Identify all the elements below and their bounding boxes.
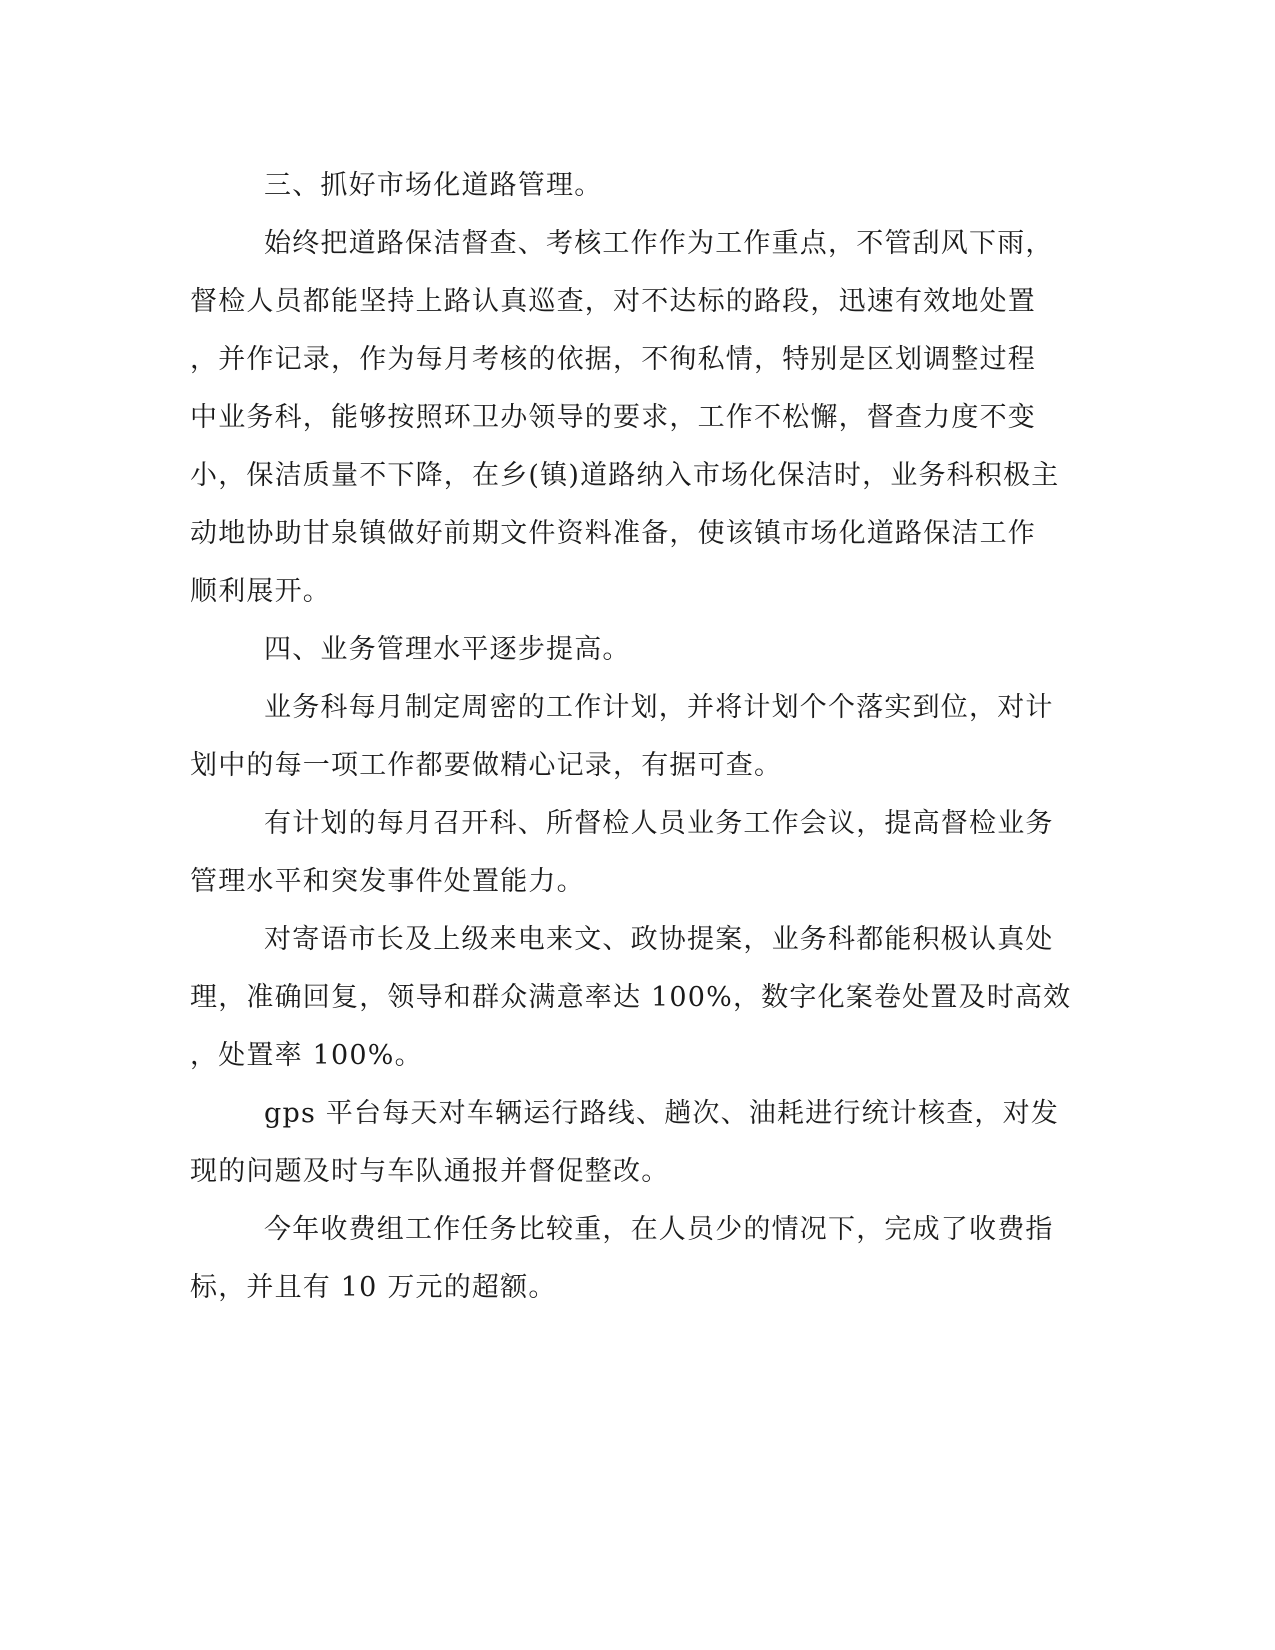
paragraph-line: 标，并且有 10 万元的超额。 [190,1272,557,1303]
paragraph-line: 顺利展开。 [190,576,331,607]
paragraph-line: 动地协助甘泉镇做好前期文件资料准备，使该镇市场化道路保洁工作 [190,518,1036,549]
paragraph-line: 现的问题及时与车队通报并督促整改。 [190,1156,670,1187]
paragraph-line: 今年收费组工作任务比较重，在人员少的情况下，完成了收费指 [264,1214,1054,1245]
paragraph-line: 划中的每一项工作都要做精心记录，有据可查。 [190,750,783,781]
paragraph-line: ，并作记录，作为每月考核的依据，不徇私情，特别是区划调整过程 [190,344,1036,375]
paragraph-line: 有计划的每月召开科、所督检人员业务工作会议，提高督检业务 [264,808,1054,839]
paragraph-line: ，处置率 100%。 [190,1040,423,1071]
paragraph-line: 理，准确回复，领导和群众满意率达 100%，数字化案卷处置及时高效 [190,982,1072,1013]
paragraph-line: 始终把道路保洁督查、考核工作作为工作重点，不管刮风下雨， [264,228,1054,259]
paragraph-line: 对寄语市长及上级来电来文、政协提案，业务科都能积极认真处 [264,924,1054,955]
paragraph-line: 业务科每月制定周密的工作计划，并将计划个个落实到位，对计 [264,692,1054,723]
paragraph-line: 小，保洁质量不下降，在乡(镇)道路纳入市场化保洁时，业务科积极主 [190,460,1060,491]
paragraph-line: 管理水平和突发事件处置能力。 [190,866,585,897]
paragraph-line: 中业务科，能够按照环卫办领导的要求，工作不松懈，督查力度不变 [190,402,1036,433]
paragraph-line: 督检人员都能坚持上路认真巡查，对不达标的路段，迅速有效地处置 [190,286,1036,317]
paragraph-line: gps 平台每天对车辆运行路线、趟次、油耗进行统计核查，对发 [264,1098,1060,1129]
heading-section-3: 三、抓好市场化道路管理。 [264,170,603,201]
heading-section-4: 四、业务管理水平逐步提高。 [264,634,631,665]
